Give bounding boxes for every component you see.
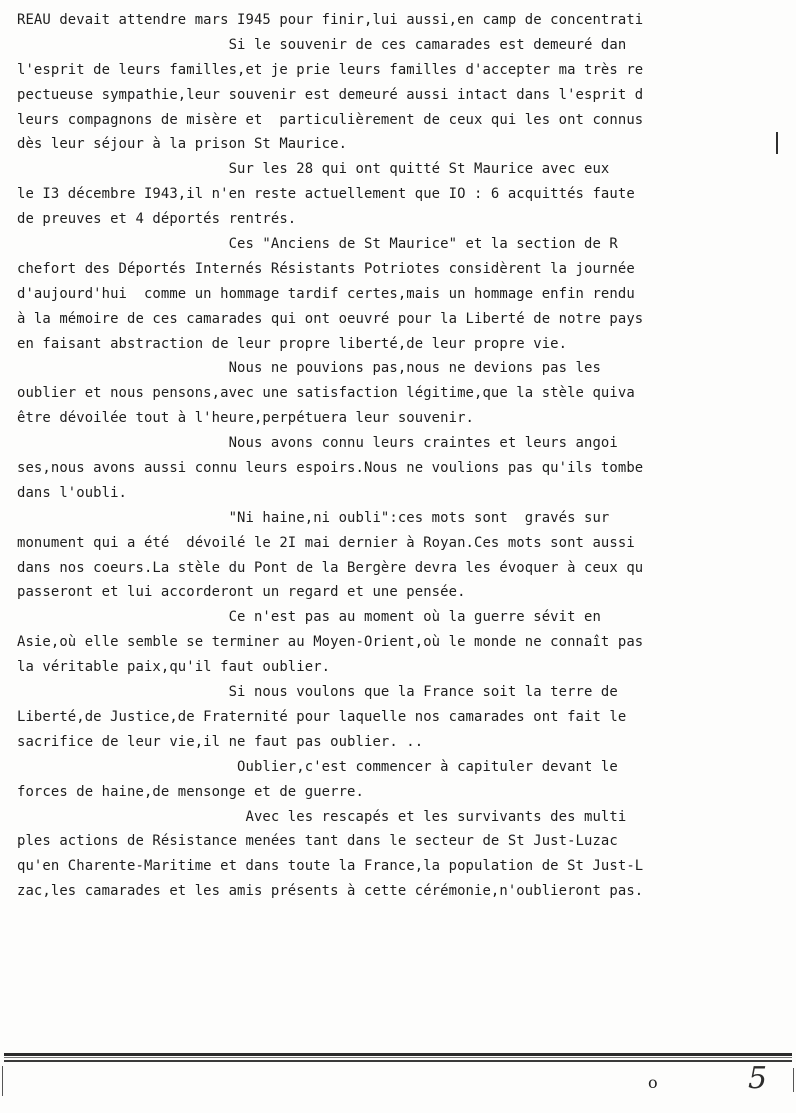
text-line: Sur les 28 qui ont quitté St Maurice avec eux: [17, 161, 610, 178]
text-line: Oublier,c'est commencer à capituler devant le: [17, 758, 618, 775]
bottom-rule-inner-line: [4, 1057, 792, 1058]
text-line: Nous ne pouvions pas,nous ne devions pas les: [17, 360, 601, 377]
text-line: Asie,où elle semble se terminer au Moyen-Orient,où le monde ne connaît pas: [17, 634, 644, 651]
text-line: leurs compagnons de misère et particulièrement de ceux qui les ont connus: [17, 111, 644, 128]
text-line: Nous avons connu leurs craintes et leurs angoi: [17, 435, 618, 452]
text-line: forces de haine,de mensonge et de guerre.: [17, 783, 364, 800]
text-line: l'esprit de leurs familles,et je prie leurs familles d'accepter ma très re: [17, 61, 644, 78]
text-line: à la mémoire de ces camarades qui ont oeuvré pour la Liberté de notre pays: [17, 310, 644, 327]
text-line: la véritable paix,qu'il faut oublier.: [17, 659, 331, 676]
text-line: ses,nous avons aussi connu leurs espoirs.Nous ne voulions pas qu'ils tombe: [17, 460, 644, 477]
scan-edge-mark-right: [793, 1068, 794, 1092]
text-line: Ce n'est pas au moment où la guerre sévit en: [17, 609, 601, 626]
handwritten-small-mark: o: [648, 1073, 658, 1092]
text-line: être dévoilée tout à l'heure,perpétuera leur souvenir.: [17, 410, 474, 427]
typewritten-text-block: [17, 8, 792, 904]
text-line: Si nous voulons que la France soit la terre de: [17, 684, 618, 701]
text-line: dans nos coeurs.La stèle du Pont de la Bergère devra les évoquer à ceux qu: [17, 559, 644, 576]
text-line: Avec les rescapés et les survivants des multi: [17, 808, 627, 825]
text-line: d'aujourd'hui comme un hommage tardif certes,mais un hommage enfin rendu: [17, 285, 635, 302]
text-line: passeront et lui accorderont un regard et une pensée.: [17, 584, 466, 601]
text-line: le I3 décembre I943,il n'en reste actuellement que IO : 6 acquittés faute: [17, 186, 635, 203]
text-line: dès leur séjour à la prison St Maurice.: [17, 136, 348, 153]
text-line: REAU devait attendre mars I945 pour finir,lui aussi,en camp de concentrati: [17, 12, 644, 28]
text-line: monument qui a été dévoilé le 2I mai dernier à Royan.Ces mots sont aussi: [17, 534, 635, 551]
text-line: chefort des Déportés Internés Résistants Potriotes considèrent la journée: [17, 260, 635, 277]
text-line: oublier et nous pensons,avec une satisfaction légitime,que la stèle quiva: [17, 385, 635, 402]
text-line: Si le souvenir de ces camarades est demeuré dan: [17, 36, 627, 53]
margin-tick-mark: [776, 132, 778, 154]
text-line: qu'en Charente-Maritime et dans toute la France,la population de St Just-L: [17, 858, 644, 875]
text-line: zac,les camarades et les amis présents à cette cérémonie,n'oublieront pas.: [17, 883, 644, 900]
text-line: Liberté,de Justice,de Fraternité pour laquelle nos camarades ont fait le: [17, 708, 627, 725]
scan-edge-mark-left: [2, 1066, 3, 1096]
text-line: en faisant abstraction de leur propre liberté,de leur propre vie.: [17, 335, 568, 352]
text-line: de preuves et 4 déportés rentrés.: [17, 211, 297, 228]
text-line: ples actions de Résistance menées tant dans le secteur de St Just-Luzac: [17, 833, 618, 850]
text-line: "Ni haine,ni oubli":ces mots sont gravés sur: [17, 509, 610, 526]
text-line: Ces "Anciens de St Maurice" et la section de R: [17, 236, 618, 253]
handwritten-page-number: 5: [748, 1061, 768, 1096]
text-line: sacrifice de leur vie,il ne faut pas oublier. ..: [17, 733, 424, 750]
text-line: dans l'oubli.: [17, 484, 128, 501]
text-line: pectueuse sympathie,leur souvenir est demeuré aussi intact dans l'esprit d: [17, 86, 644, 103]
